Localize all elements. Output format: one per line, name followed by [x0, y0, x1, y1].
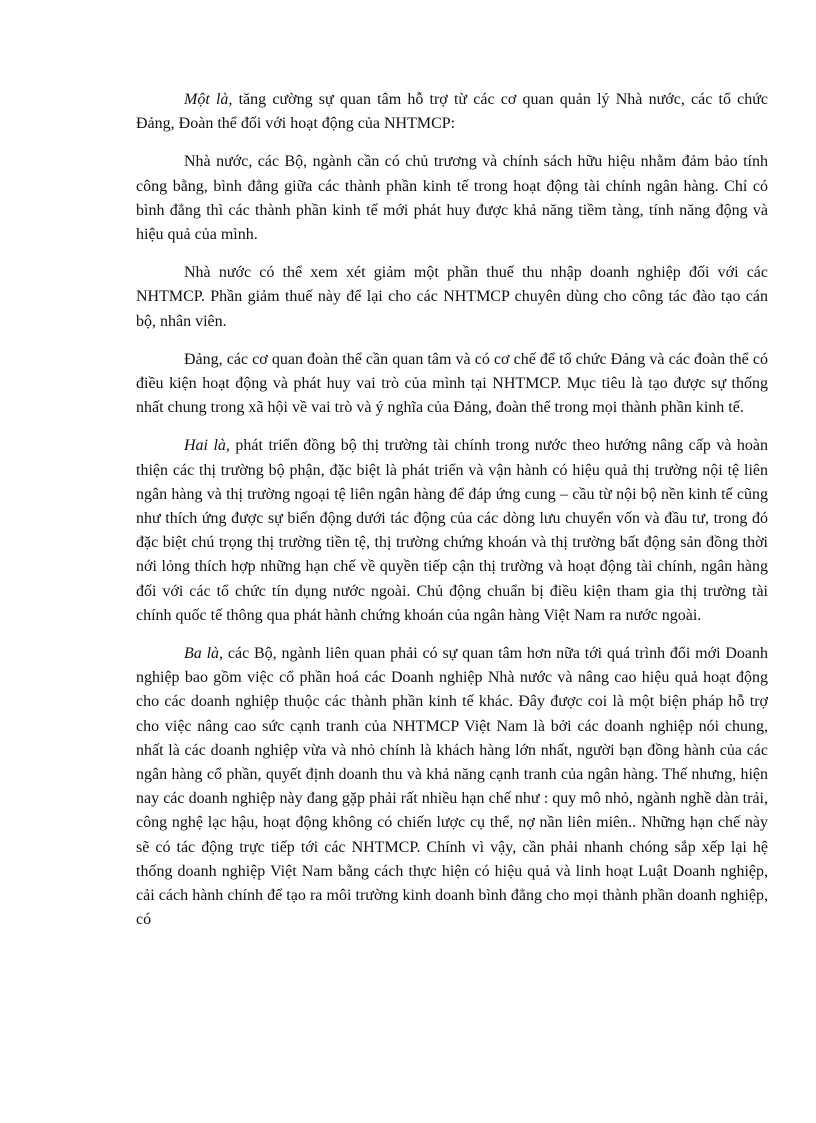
paragraph-mot-la: [136, 88, 768, 136]
paragraph-nha-nuoc-bo-nganh: [136, 150, 768, 247]
paragraph-text: tăng cường sự quan tâm hỗ trợ từ các cơ quan quản lý Nhà nước, các tổ chức Đảng, Đoàn thể đối với hoạt động của NHTMCP:: [136, 91, 769, 133]
paragraph-lead: Một là,: [184, 91, 233, 108]
paragraph-text: Nhà nước có thể xem xét giảm một phần thuế thu nhập doanh nghiệp đối với các NHTMCP. Phần giảm thuế này để lại cho các NHTMCP chuyên dùng cho công tác đào tạo cán bộ, nhân viên.: [136, 264, 768, 330]
paragraph-ba-la: [136, 642, 768, 932]
paragraph-lead: Ba là,: [184, 645, 224, 663]
paragraph-lead: Hai là,: [184, 437, 230, 455]
paragraph-dang-doan-the: [136, 348, 768, 421]
paragraph-text: các Bộ, ngành liên quan phải có sự quan tâm hơn nữa tới quá trình đổi mới Doanh nghiệp bao gồm việc cổ phần hoá các Doanh nghiệp Nhà nước và nâng cao hiệu quả hoạt động cho các doanh nghiệp thuộc các thành phần kinh tế khác. Đây được coi là một biện pháp hỗ trợ cho việc nâng cao sức cạnh tranh của NHTMCP Việt Nam là bởi các doanh nghiệp nói chung, nhất là các doanh nghiệp vừa và nhỏ chính là khách hàng lớn nhất, người bạn đồng hành của các ngân hàng cổ phần, quyết định doanh thu và khả năng cạnh tranh của ngân hàng. Thế nhưng, hiện nay các doanh nghiệp này đang gặp phải rất nhiều hạn chế như : quy mô nhỏ, ngành nghề dàn trải, công nghệ lạc hậu, hoạt động không có chiến lược cụ thể, nợ nần liên miên.. Những hạn chế này sẽ có tác động trực tiếp tới các NHTMCP. Chính vì vậy, cần phải nhanh chóng sắp xếp lại hệ thống doanh nghiệp Việt Nam bằng cách thực hiện có hiệu quả và linh hoạt Luật Doanh nghiệp, cải cách hành chính để tạo ra môi trường kinh doanh bình đẳng cho mọi thành phần doanh nghiệp, có: [136, 645, 769, 929]
paragraph-text: Nhà nước, các Bộ, ngành cần có chủ trương và chính sách hữu hiệu nhằm đảm bảo tính công bằng, bình đẳng giữa các thành phần kinh tế trong hoạt động tài chính ngân hàng. Chỉ có bình đẳng thì các thành phần kinh tế mới phát huy được khả năng tiềm tàng, tính năng động và hiệu quả của mình.: [136, 153, 768, 244]
paragraph-text: Đảng, các cơ quan đoàn thể cần quan tâm và có cơ chế để tổ chức Đảng và các đoàn thể có điều kiện hoạt động và phát huy vai trò của mình tại NHTMCP. Mục tiêu là tạo được sự thống nhất chung trong xã hội về vai trò và ý nghĩa của Đảng, đoàn thể trong mọi thành phần kinh tế.: [136, 350, 768, 417]
paragraph-hai-la: [136, 434, 768, 628]
paragraph-text: phát triển đồng bộ thị trường tài chính trong nước theo hướng nâng cấp và hoàn thiện các thị trường bộ phận, đặc biệt là phát triển và vận hành có hiệu quả thị trường nội tệ liên ngân hàng và thị trường ngoại tệ liên ngân hàng để đáp ứng cung – cầu từ nội bộ nền kinh tế cũng như thích ứng được sự biến động dưới tác động của các dòng lưu chuyển vốn và đầu tư, trong đó đặc biệt chú trọng thị trường tiền tệ, thị trường chứng khoán và thị trường bất động sản đồng thời nới lỏng thích hợp những hạn chế về quyền tiếp cận thị trường và hoạt động tài chính, ngân hàng đối với các tổ chức tín dụng nước ngoài. Chủ động chuẩn bị điều kiện tham gia thị trường tài chính quốc tế thông qua phát hành chứng khoán của ngân hàng Việt Nam ra nước ngoài.: [136, 437, 768, 624]
paragraph-giam-thue: [136, 261, 768, 334]
document-page: [136, 88, 768, 947]
